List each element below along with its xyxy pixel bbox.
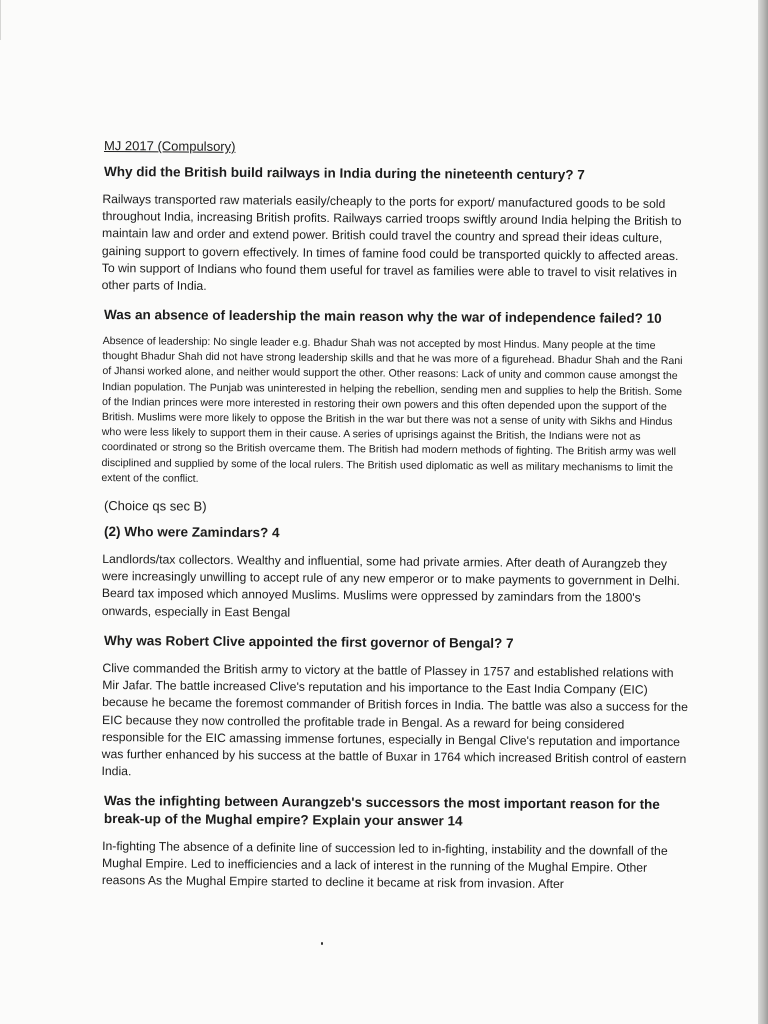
question-railways: Why did the British build railways in India during the nineteenth century? 7 (103, 164, 585, 183)
exam-title: MJ 2017 (Compulsory) (103, 138, 236, 154)
document-body (88, 138, 688, 902)
scan-edge-shadow (758, 0, 768, 1024)
question-robert-clive: Why was Robert Clive appointed the first governor of Bengal? 7 (103, 633, 514, 651)
question-mughal-empire: Was the infighting between Aurangzeb's successors the most important reason for the break-up of the Mughal empire? Explain your answer 14 (103, 793, 660, 829)
answer-zamindars: Landlords/tax collectors. Wealthy and influential, some had private armies. After death of Aurangzeb they were increasingly unwilling to accept rule of any new emperor or to make payments to government in Delhi. Beard tax imposed which annoyed Muslims. Muslims were oppressed by zamindars from the 1800's onwards, especially in East Bengal (101, 552, 680, 620)
question-leadership: Was an absence of leadership the main reason why the war of independence failed? 10 (103, 307, 662, 327)
choice-heading: (Choice qs sec B) (103, 498, 207, 514)
scan-speck (321, 942, 323, 945)
answer-railways: Railways transported raw materials easily/cheaply to the ports for export/ manufactured goods to be sold throughout India, increasing British profits. Railways carried troops swiftly around India helping the British to maintain law and order and extend power. British could travel the country and spread their ideas culture, gaining support to govern effectively. In times of famine food could be transported quickly to affected areas. To win support of Indians who found them useful for travel as families were able to travel to visit relatives in other parts of India. (101, 192, 682, 293)
answer-leadership: Absence of leadership: No single leader e.g. Bhadur Shah was not accepted by most Hindus. Many people at the time thought Bhadur Shah did not have strong leadership skills and that he was more of a figurehead. Bhadur Shah and the Rani of Jhansi worked alone, and neither would support the other. Other reasons: Lack of unity and common cause amongst the Indian population. The Punjab was uninterested in helping the rebellion, sending men and supplies to help the British. Some of the Indian princes were more interested in restoring their own powers and this often depended upon the support of the British. Muslims were more likely to oppose the British in the war but there was not a sense of unity with Sikhs and Hindus who were less likely to support them in their cause. A series of uprisings against the British, the Indians were not as coordinated or strong so the British overcame them. The British had modern methods of fighting. The British army was well disciplined and supplied by some of the local rulers. The British used diplomatic as well as military mechanisms to limit the extent of the conflict. (101, 335, 683, 485)
answer-mughal-empire: In-fighting The absence of a definite line of succession led to in-fighting, instability and the downfall of the Mughal Empire. Led to inefficiencies and a lack of interest in the running of the Mughal Empire. Other reasons As the Mughal Empire started to decline it became at risk from invasion. After (101, 839, 668, 892)
page-corner-fold (0, 0, 15, 40)
question-zamindars: (2) Who were Zamindars? 4 (103, 524, 280, 541)
answer-robert-clive: Clive commanded the British army to victory at the battle of Plassey in 1757 and established relations with Mir Jafar. The battle increased Clive's reputation and his importance to the East India Company (EIC) because he became the foremost commander of British forces in India. The battle was also a success for the EIC because they now controlled the profitable trade in Bengal. As a reward for being considered responsible for the EIC amassing immense fortunes, especially in Bengal Clive's reputation and importance was further enhanced by his success at the battle of Buxar in 1764 which increased British control of eastern India. (101, 661, 688, 779)
